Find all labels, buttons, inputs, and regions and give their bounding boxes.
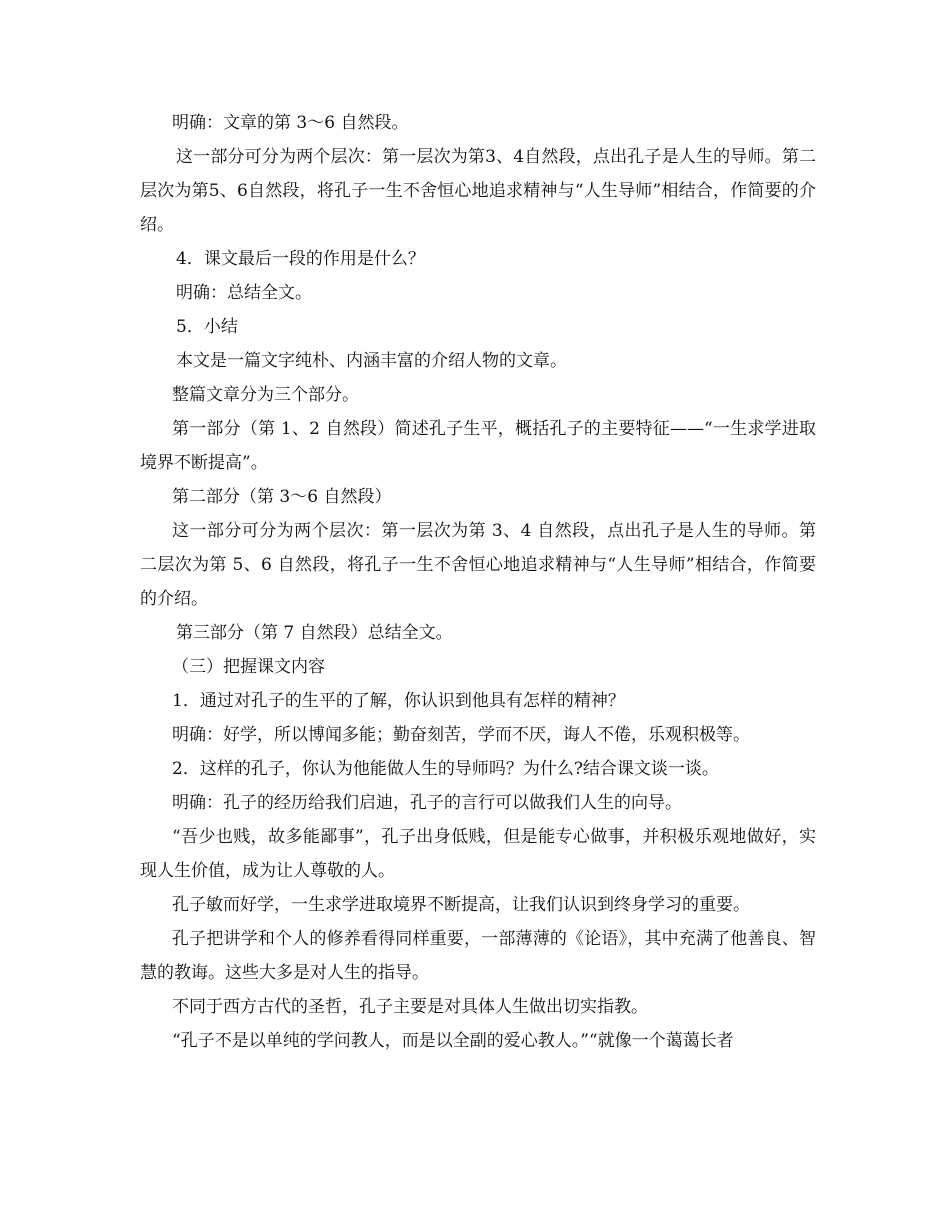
- paragraph: 明确：孔子的经历给我们启迪，孔子的言行可以做我们人生的向导。: [172, 793, 682, 813]
- paragraph: 孔子把讲学和个人的修养看得同样重要，一部薄薄的《论语》，其中充满了他善良、智慧的教诲。这些大多是对人生的指导。: [140, 929, 816, 983]
- paragraph: 第二部分（第 3～6 自然段）: [172, 487, 392, 507]
- paragraph: 第三部分（第 7 自然段）总结全文。: [176, 623, 453, 643]
- paragraph: 2．这样的孔子，你认为他能做人生的导师吗？为什么?结合课文谈一谈。: [172, 759, 719, 779]
- paragraph: 明确：文章的第 3～6 自然段。: [172, 113, 409, 133]
- paragraph: （三）把握课文内容: [172, 657, 325, 677]
- document-body: [140, 106, 816, 1058]
- paragraph: “吾少也贱，故多能鄙事”，孔子出身低贱，但是能专心做事，并积极乐观地做好，实现人生价值，成为让人尊敬的人。: [140, 827, 816, 881]
- paragraph: 不同于西方古代的圣哲，孔子主要是对具体人生做出切实指教。: [172, 997, 648, 1017]
- paragraph: 1．通过对孔子的生平的了解，你认识到他具有怎样的精神？: [172, 691, 625, 711]
- paragraph: 孔子敏而好学，一生求学进取境界不断提高，让我们认识到终身学习的重要。: [172, 895, 750, 915]
- paragraph: 这一部分可分为两个层次：第一层次为第3、4自然段，点出孔子是人生的导师。第二层次为第5、6自然段，将孔子一生不舍恒心地追求精神与“人生导师”相结合，作简要的介绍。: [140, 147, 816, 235]
- paragraph: 整篇文章分为三个部分。: [172, 385, 359, 405]
- paragraph: 明确：好学，所以博闻多能；勤奋刻苦，学而不厌，诲人不倦，乐观积极等。: [172, 725, 750, 745]
- paragraph: 这一部分可分为两个层次：第一层次为第 3、4 自然段，点出孔子是人生的导师。第二层次为第 5、6 自然段，将孔子一生不舍恒心地追求精神与“人生导师”相结合，作简要的介绍。: [140, 521, 816, 609]
- paragraph: 第一部分（第 1、2 自然段）简述孔子生平，概括孔子的主要特征——“一生求学进取境界不断提高”。: [140, 419, 816, 473]
- paragraph: 本文是一篇文字纯朴、内涵丰富的介绍人物的文章。: [176, 351, 567, 371]
- paragraph: 4．课文最后一段的作用是什么？: [176, 249, 425, 269]
- paragraph: “孔子不是以单纯的学问教人，而是以全副的爱心教人。”“就像一个蔼蔼长者: [172, 1031, 734, 1051]
- paragraph: 5．小结: [176, 317, 238, 337]
- paragraph: 明确：总结全文。: [176, 283, 312, 303]
